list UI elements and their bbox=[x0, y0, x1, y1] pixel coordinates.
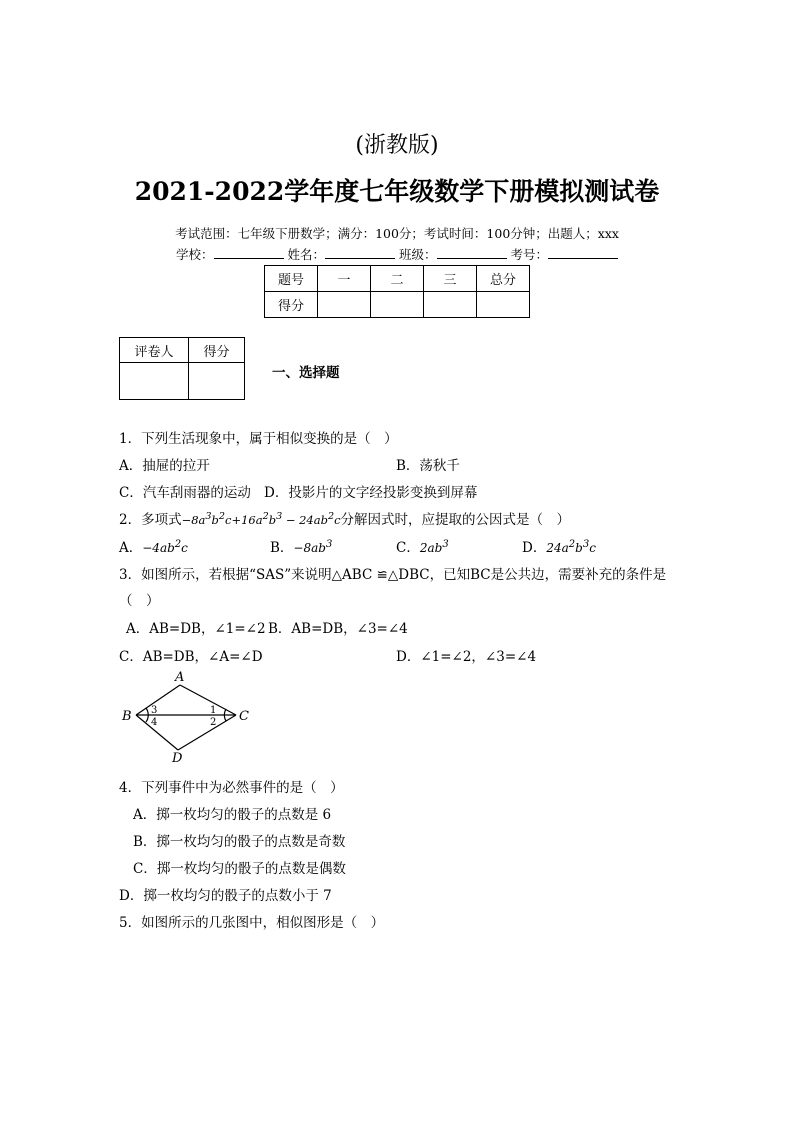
score-header-cell: 一 bbox=[318, 266, 371, 292]
q2-option-c[interactable] bbox=[396, 536, 449, 556]
q2-option-d[interactable] bbox=[522, 536, 596, 556]
score-header-cell: 总分 bbox=[477, 266, 530, 292]
q5-stem: 5．如图所示的几张图中，相似图形是（ ） bbox=[119, 915, 385, 931]
q4-option-a[interactable]: A．掷一枚均匀的骰子的点数是 6 bbox=[133, 807, 332, 823]
edition-label: (浙教版) bbox=[355, 133, 439, 158]
angle-label-3: 3 bbox=[151, 705, 158, 716]
score-header-cell: 题号 bbox=[265, 266, 318, 292]
q1-option-c[interactable]: C．汽车刮雨器的运动 bbox=[119, 485, 251, 501]
score-table-score-row bbox=[265, 292, 530, 318]
q2-stem-suffix: 分解因式时，应提取的公因式是（ ） bbox=[340, 512, 571, 528]
grader-cell[interactable] bbox=[120, 363, 189, 400]
q1-option-a[interactable]: A．抽屉的拉开 bbox=[119, 458, 210, 474]
q2-option-d-expr: $24a^2b^3c$ bbox=[546, 539, 596, 555]
grader-table bbox=[119, 337, 245, 400]
q1-stem: 1．下列生活现象中，属于相似变换的是（ ） bbox=[119, 431, 398, 447]
school-label: 学校： bbox=[175, 247, 214, 262]
q2-polynomial: $-8a^3b^2c+16a^2b^3 - 24ab^2c$ bbox=[181, 511, 341, 527]
q2-option-c-expr: $2ab^3$ bbox=[419, 539, 449, 555]
q4-option-b[interactable]: B．掷一枚均匀的骰子的点数是奇数 bbox=[133, 834, 346, 850]
page-title: 2021-2022学年度七年级数学下册模拟测试卷 bbox=[134, 177, 660, 206]
q2-option-a[interactable] bbox=[119, 536, 188, 556]
class-label: 班级： bbox=[398, 247, 437, 262]
q1-option-b[interactable]: B．荡秋千 bbox=[396, 458, 460, 474]
score-header-cell: 二 bbox=[371, 266, 424, 292]
q3-option-b[interactable]: B．AB=DB，∠3=∠4 bbox=[268, 621, 408, 637]
angle-label-1: 1 bbox=[210, 705, 217, 716]
angle-label-2: 2 bbox=[210, 717, 217, 728]
q2-stem-prefix: 2．多项式 bbox=[119, 512, 182, 528]
score-header-cell: 三 bbox=[424, 266, 477, 292]
exam-number-field[interactable] bbox=[548, 246, 618, 259]
score-cell[interactable] bbox=[424, 292, 477, 318]
q3-stem-paren: （ ） bbox=[119, 593, 160, 609]
q2-option-b-label: B． bbox=[270, 540, 294, 556]
q4-stem: 4．下列事件中为必然事件的是（ ） bbox=[119, 780, 344, 796]
grader-score-cell[interactable] bbox=[189, 363, 245, 400]
q2-option-a-label: A． bbox=[119, 540, 143, 556]
vertex-label-d: D bbox=[172, 751, 183, 764]
q1-option-d[interactable]: D．投影片的文字经投影变换到屏幕 bbox=[264, 485, 478, 501]
student-info-row bbox=[0, 245, 794, 263]
score-cell[interactable] bbox=[318, 292, 371, 318]
q2-option-c-label: C． bbox=[396, 540, 420, 556]
grader-header-cell: 评卷人 bbox=[120, 338, 189, 363]
school-field[interactable] bbox=[214, 246, 284, 259]
q2-option-d-label: D． bbox=[522, 540, 547, 556]
segment-ab bbox=[136, 685, 180, 715]
q2-option-b[interactable] bbox=[270, 536, 332, 556]
q2-stem bbox=[119, 508, 570, 528]
exam-number-label: 考号： bbox=[510, 247, 548, 262]
segment-dc bbox=[178, 715, 236, 750]
vertex-label-a: A bbox=[175, 670, 185, 685]
q3-option-d[interactable]: D．∠1=∠2，∠3=∠4 bbox=[396, 649, 537, 665]
vertex-label-c: C bbox=[239, 709, 249, 724]
score-cell[interactable] bbox=[371, 292, 424, 318]
score-table bbox=[264, 265, 530, 318]
class-field[interactable] bbox=[437, 246, 507, 259]
q3-option-c[interactable]: C．AB=DB，∠A=∠D bbox=[119, 649, 263, 665]
section-title: 一、选择题 bbox=[272, 365, 340, 381]
angle-label-4: 4 bbox=[151, 717, 158, 728]
grader-header-cell: 得分 bbox=[189, 338, 245, 363]
name-label: 姓名： bbox=[287, 247, 325, 262]
exam-info: 考试范围：七年级下册数学；满分：100分；考试时间：100分钟；出题人；xxx bbox=[175, 226, 619, 241]
score-row-label: 得分 bbox=[265, 292, 318, 318]
q4-option-c[interactable]: C．掷一枚均匀的骰子的点数是偶数 bbox=[133, 861, 346, 877]
q3-option-a[interactable]: A．AB=DB，∠1=∠2 bbox=[126, 621, 266, 637]
segment-ac bbox=[180, 685, 236, 715]
score-cell[interactable] bbox=[477, 292, 530, 318]
q3-stem: 3．如图所示，若根据“SAS”来说明△ABC ≌△DBC，已知BC是公共边，需要补充的条件是 bbox=[119, 567, 667, 583]
score-table-header-row bbox=[265, 266, 530, 292]
q4-option-d[interactable]: D．掷一枚均匀的骰子的点数小于 7 bbox=[119, 888, 332, 904]
quadrilateral-figure bbox=[118, 668, 258, 764]
q2-option-a-expr: $-4ab^2c$ bbox=[142, 539, 188, 555]
q2-option-b-expr: $-8ab^3$ bbox=[293, 539, 333, 555]
name-field[interactable] bbox=[325, 246, 395, 259]
vertex-label-b: B bbox=[122, 709, 132, 724]
